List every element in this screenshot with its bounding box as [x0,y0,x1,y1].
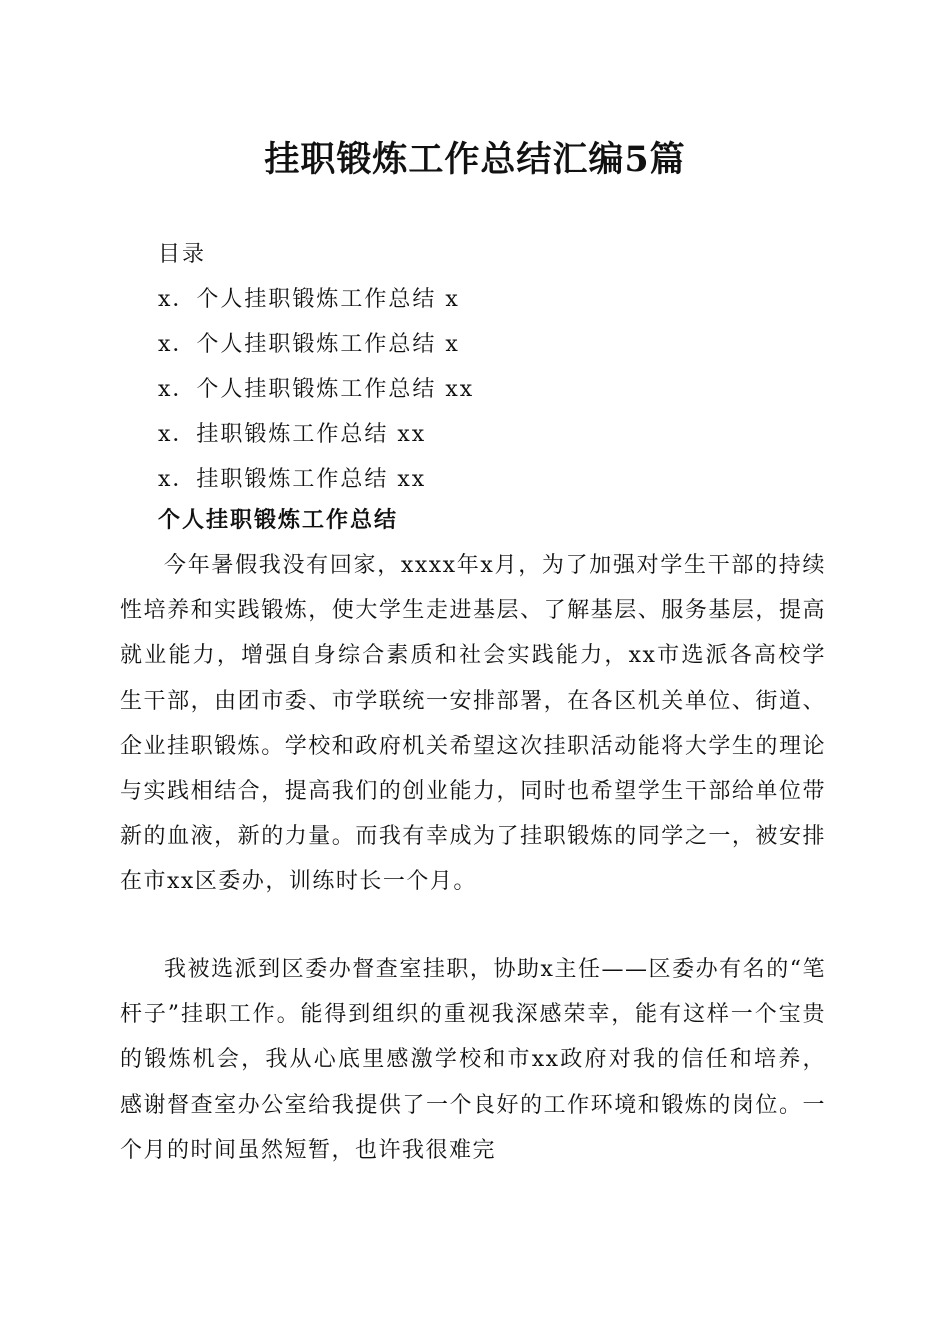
document-title: 挂职锻炼工作总结汇编5篇 [264,139,686,180]
toc-heading: 目录 [158,242,207,267]
toc-item: x．个人挂职锻炼工作总结 x [158,287,460,312]
toc-item: x．挂职锻炼工作总结 xx [158,467,427,492]
toc-item: x．挂职锻炼工作总结 xx [158,422,427,447]
body-paragraph: 我被选派到区委办督查室挂职，协助x主任——区委办有名的“笔杆子”挂职工作。能得到组织的重视我深感荣幸，能有这样一个宝贵的锻炼机会，我从心底里感激学校和市xx政府对我的信任和培养，感谢督查室办公室给我提供了一个良好的工作环境和锻炼的岗位。一个月的时间虽然短暂，也许我很难完 [120,957,826,1163]
section-heading: 个人挂职锻炼工作总结 [158,507,399,533]
toc-item: x．个人挂职锻炼工作总结 x [158,332,460,357]
body-paragraph: 今年暑假我没有回家，xxxx年x月，为了加强对学生干部的持续性培养和实践锻炼，使大学生走进基层、了解基层、服务基层，提高就业能力，增强自身综合素质和社会实践能力，xx市选派各高校学生干部，由团市委、市学联统一安排部署，在各区机关单位、街道、企业挂职锻炼。学校和政府机关希望这次挂职活动能将大学生的理论与实践相结合，提高我们的创业能力，同时也希望学生干部给单位带新的血液，新的力量。而我有幸成为了挂职锻炼的同学之一，被安排在市xx区委办，训练时长一个月。 [120,553,826,895]
toc-item: x．个人挂职锻炼工作总结 xx [158,377,475,402]
table-of-contents [158,232,838,502]
